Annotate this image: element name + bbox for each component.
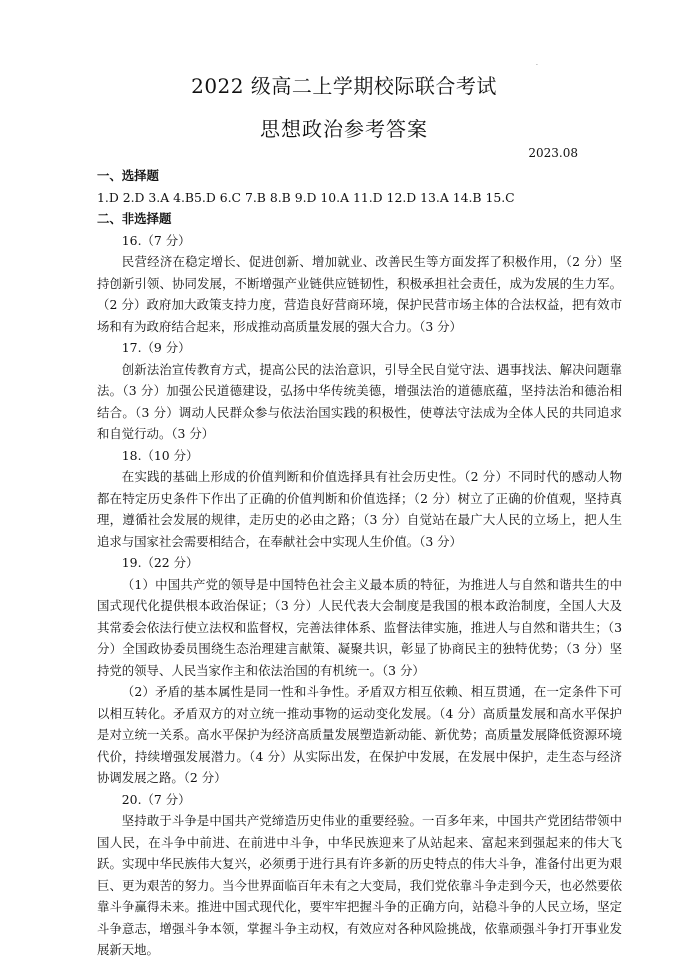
exam-title: 2022 级高二上学期校际联合考试 [191,74,497,98]
exam-date: 2023.08 [528,146,578,160]
q20-label: 20.（7 分） [121,791,191,807]
section-heading-choice: 一、选择题 [97,168,159,183]
stray-mark: · [536,62,538,69]
q16-answer: 民营经济在稳定增长、促进创新、增加就业、改善民生等方面发挥了积极作用，（2 分）坚持创新引领、协同发展，不断增强产业链供应链韧性，积极承担社会责任，成为发展的生力军。（2 分）政府加大政策支持力度，营造良好营商环境，保护民营市场主体的合法权益，把有效市场和有为政府结合起来，形成推动高质量发展的强大合力。（3 分） [97,254,622,334]
q16-label: 16.（7 分） [121,232,191,248]
answer-content [97,165,622,961]
q19-answer-part2: （2）矛盾的基本属性是同一性和斗争性。矛盾双方相互依赖、相互贯通，在一定条件下可以相互转化。矛盾双方的对立统一推动事物的运动变化发展。（4 分）高质量发展和高水平保护是对立统一关系。高水平保护为经济高质量发展塑造新动能、新优势；高质量发展降低资源环境代价，持续增强发展潜力。（4 分）从实际出发，在保护中发展，在发展中保护，走生态与经济协调发展之路。（2 分） [97,684,622,785]
q19-answer-part1: （1）中国共产党的领导是中国特色社会主义最本质的特征，为推进人与自然和谐共生的中国式现代化提供根本政治保证；（3 分）人民代表大会制度是我国的根本政治制度，全国人大及其常委会依法行使立法权和监督权，完善法律体系、监督法律实施，推进人与自然和谐共生；（3 分）全国政协委员围绕生态治理建言献策、凝聚共识，彰显了协商民主的独特优势；（3 分）坚持党的领导、人民当家作主和依法治国的有机统一。（3 分） [97,576,622,678]
q20-answer: 坚持敢于斗争是中国共产党缔造历史伟业的重要经验。一百多年来，中国共产党团结带领中国人民，在斗争中前进、在前进中斗争，中华民族迎来了从站起来、富起来到强起来的伟大飞跃。实现中华民族伟大复兴，必须勇于进行具有许多新的历史特点的伟大斗争，准备付出更为艰巨、更为艰苦的努力。当今世界面临百年未有之大变局，我们党依靠斗争走到今天，也必然要依靠斗争赢得未来。推进中国式现代化，要牢牢把握斗争的正确方向，站稳斗争的人民立场，坚定斗争意志，增强斗争本领，掌握斗争主动权，有效应对各种风险挑战，依靠顽强斗争打开事业发展新天地。 [97,813,622,957]
section-heading-nonchoice: 二、非选择题 [97,211,172,226]
q18-answer: 在实践的基础上形成的价值判断和价值选择具有社会历史性。（2 分）不同时代的感动人物都在特定历史条件下作出了正确的价值判断和价值选择；（2 分）树立了正确的价值观，坚持真理，遵循社会发展的规律，走历史的必由之路；（3 分）自觉站在最广大人民的立场上，把人生追求与国家社会需要相结合，在奉献社会中实现人生价值。（3 分） [97,469,622,549]
choice-answers: 1.D 2.D 3.A 4.B5.D 6.C 7.B 8.B 9.D 10.A 11.D 12.D 13.A 14.B 15.C [97,189,515,205]
exam-subtitle: 思想政治参考答案 [260,117,428,141]
q17-answer: 创新法治宣传教育方式，提高公民的法治意识，引导全民自觉守法、遇事找法、解决问题靠法。（3 分）加强公民道德建设，弘扬中华传统美德，增强法治的道德底蕴，坚持法治和德治相结合。（3 分）调动人民群众参与依法治国实践的积极性，使尊法守法成为全体人民的共同追求和自觉行动。（3 分） [97,361,622,441]
q17-label: 17.（9 分） [121,340,191,355]
q18-label: 18.（10 分） [121,447,199,463]
q19-label: 19.（22 分） [121,555,199,570]
